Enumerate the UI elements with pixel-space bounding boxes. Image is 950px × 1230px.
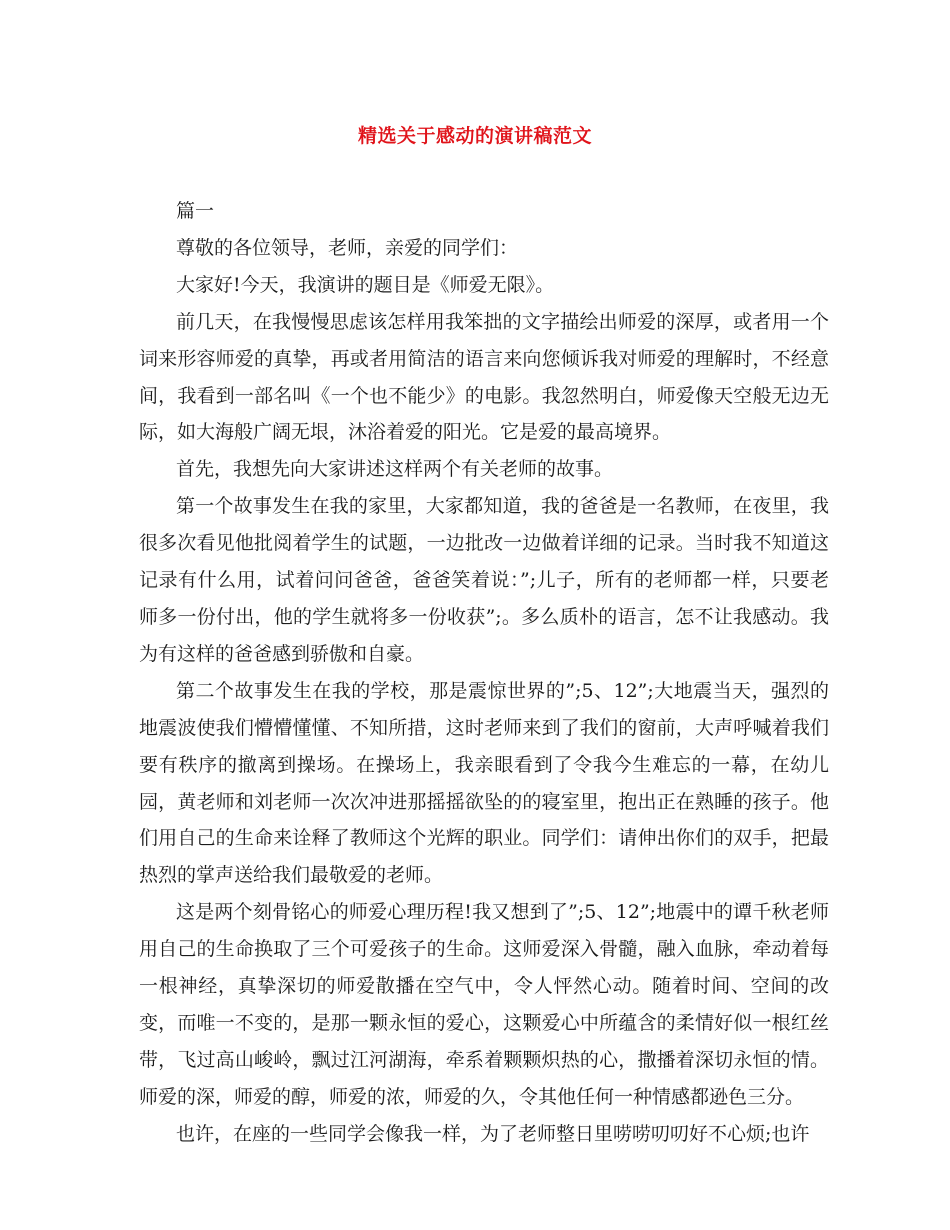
document-title: 精选关于感动的演讲稿范文 [357,125,592,147]
body-paragraph: 首先，我想先向大家讲述这样两个有关老师的故事。 [176,458,614,481]
document-body [139,193,829,1153]
body-paragraph: 这是两个刻骨铭心的师爱心理历程!我又想到了”;5、12”;地震中的谭千秋老师用自己的生命换取了三个可爱孩子的生命。这师爱深入骨髓，融入血脉，牵动着每一根神经，真挚深切的师爱散播在空气中，令人怦然心动。随着时间、空间的改变，而唯一不变的，是那一颗永恒的爱心，这颗爱心中所蕴含的柔情好似一根红丝带，飞过高山峻岭，飘过江河湖海，牵系着颗颗炽热的心，撒播着深切永恒的情。师爱的深，师爱的醇，师爱的浓，师爱的久，令其他任何一种情感都逊色三分。 [139,901,829,1108]
body-paragraph: 第一个故事发生在我的家里，大家都知道，我的爸爸是一名教师，在夜里，我很多次看见他批阅着学生的试题，一边批改一边做着详细的记录。当时我不知道这记录有什么用，试着问问爸爸，爸爸笑着说：”;儿子，所有的老师都一样，只要老师多一份付出，他的学生就将多一份收获”;。多么质朴的语言，怎不让我感动。我为有这样的爸爸感到骄傲和自豪。 [139,495,829,665]
body-paragraph: 前几天，在我慢慢思虑该怎样用我笨拙的文字描绘出师爱的深厚，或者用一个词来形容师爱的真挚，再或者用简洁的语言来向您倾诉我对师爱的理解时，不经意间，我看到一部名叫《一个也不能少》的电影。我忽然明白，师爱像天空般无边无际，如大海般广阔无垠，沐浴着爱的阳光。它是爱的最高境界。 [139,310,829,444]
body-paragraph: 第二个故事发生在我的学校，那是震惊世界的”;5、12”;大地震当天，强烈的地震波使我们懵懵懂懂、不知所措，这时老师来到了我们的窗前，大声呼喊着我们要有秩序的撤离到操场。在操场上，我亲眼看到了令我今生难忘的一幕，在幼儿园，黄老师和刘老师一次次冲进那摇摇欲坠的的寝室里，抱出正在熟睡的孩子。他们用自己的生命来诠释了教师这个光辉的职业。同学们：请伸出你们的双手，把最热烈的掌声送给我们最敬爱的老师。 [139,679,829,887]
body-paragraph: 也许，在座的一些同学会像我一样，为了老师整日里唠唠叨叨好不心烦;也许 [176,1122,810,1145]
opening-paragraph: 大家好!今天，我演讲的题目是《师爱无限》。 [176,273,555,296]
section-heading: 篇一 [176,200,215,222]
salutation: 尊敬的各位领导，老师，亲爱的同学们： [176,236,519,259]
